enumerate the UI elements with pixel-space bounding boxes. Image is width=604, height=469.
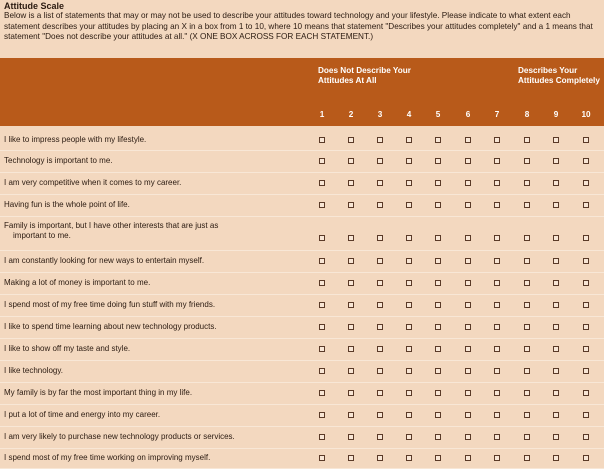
rating-checkbox-5[interactable] — [435, 368, 441, 374]
rating-checkbox-3[interactable] — [377, 235, 383, 241]
rating-checkbox-10[interactable] — [583, 390, 589, 396]
statement-text: I like to spend time learning about new technology products. — [4, 322, 217, 331]
rating-checkbox-10[interactable] — [583, 324, 589, 330]
rating-checkbox-8[interactable] — [524, 368, 530, 374]
rating-checkbox-6[interactable] — [465, 324, 471, 330]
statement-row-13 — [0, 404, 604, 427]
rating-checkbox-1[interactable] — [319, 180, 325, 186]
rating-checkbox-6[interactable] — [465, 390, 471, 396]
rating-checkbox-2[interactable] — [348, 158, 354, 164]
statement-row-12 — [0, 382, 604, 405]
rating-checkbox-6[interactable] — [465, 368, 471, 374]
rating-checkbox-5[interactable] — [435, 302, 441, 308]
rating-checkbox-7[interactable] — [494, 180, 500, 186]
rating-checkbox-10[interactable] — [583, 302, 589, 308]
scale-low-label: Does Not Describe Your Attitudes At All — [318, 66, 411, 85]
rating-checkbox-7[interactable] — [494, 390, 500, 396]
rating-checkbox-3[interactable] — [377, 280, 383, 286]
rating-checkbox-5[interactable] — [435, 346, 441, 352]
rating-checkbox-10[interactable] — [583, 158, 589, 164]
rating-checkbox-1[interactable] — [319, 434, 325, 440]
rating-checkbox-2[interactable] — [348, 455, 354, 461]
statement-row-2 — [0, 150, 604, 173]
rating-checkbox-1[interactable] — [319, 158, 325, 164]
rating-checkbox-8[interactable] — [524, 235, 530, 241]
statement-row-8 — [0, 294, 604, 317]
statement-row-1 — [0, 129, 604, 151]
rating-checkbox-5[interactable] — [435, 412, 441, 418]
scale-number-9: 9 — [553, 110, 559, 119]
rating-checkbox-7[interactable] — [494, 302, 500, 308]
rating-checkbox-9[interactable] — [553, 302, 559, 308]
scale-high-label: Describes Your Attitudes Completely — [518, 66, 600, 85]
rating-checkbox-4[interactable] — [406, 346, 412, 352]
rating-checkbox-9[interactable] — [553, 390, 559, 396]
rating-checkbox-8[interactable] — [524, 455, 530, 461]
rating-checkbox-6[interactable] — [465, 346, 471, 352]
rating-checkbox-5[interactable] — [435, 180, 441, 186]
rating-checkbox-9[interactable] — [553, 412, 559, 418]
rating-checkbox-4[interactable] — [406, 280, 412, 286]
rating-checkbox-5[interactable] — [435, 158, 441, 164]
rating-checkbox-2[interactable] — [348, 302, 354, 308]
statement-text: I spend most of my free time working on improving myself. — [4, 453, 211, 462]
rating-checkbox-7[interactable] — [494, 158, 500, 164]
rating-checkbox-8[interactable] — [524, 390, 530, 396]
rating-checkbox-3[interactable] — [377, 434, 383, 440]
rating-checkbox-4[interactable] — [406, 324, 412, 330]
rating-checkbox-10[interactable] — [583, 455, 589, 461]
rating-checkbox-4[interactable] — [406, 180, 412, 186]
rating-checkbox-7[interactable] — [494, 324, 500, 330]
statement-text: I like technology. — [4, 366, 63, 375]
rating-checkbox-3[interactable] — [377, 324, 383, 330]
rating-checkbox-7[interactable] — [494, 258, 500, 264]
rating-checkbox-6[interactable] — [465, 180, 471, 186]
rating-checkbox-1[interactable] — [319, 412, 325, 418]
rating-checkbox-2[interactable] — [348, 412, 354, 418]
rating-checkbox-1[interactable] — [319, 258, 325, 264]
rating-checkbox-7[interactable] — [494, 368, 500, 374]
rating-checkbox-4[interactable] — [406, 434, 412, 440]
rating-checkbox-8[interactable] — [524, 180, 530, 186]
rating-checkbox-2[interactable] — [348, 368, 354, 374]
rating-checkbox-4[interactable] — [406, 302, 412, 308]
rating-checkbox-8[interactable] — [524, 202, 530, 208]
rating-checkbox-4[interactable] — [406, 158, 412, 164]
rating-checkbox-8[interactable] — [524, 412, 530, 418]
scale-number-4: 4 — [406, 110, 412, 119]
rating-checkbox-9[interactable] — [553, 137, 559, 143]
rating-checkbox-10[interactable] — [583, 280, 589, 286]
rating-checkbox-3[interactable] — [377, 368, 383, 374]
rating-checkbox-8[interactable] — [524, 280, 530, 286]
rating-checkbox-8[interactable] — [524, 324, 530, 330]
rating-checkbox-9[interactable] — [553, 235, 559, 241]
instructions-text: Below is a list of statements that may or may not be used to describe your attitudes toward technology and your lifestyle. Please indicate to what extent each statement describes your attitudes by placing an X in a box from 1 to 10, where 10 means that statement "Describes your attitudes completely" and a 1 means that statement "Does not describe your attitudes at all." (X ONE BOX ACROSS FOR EACH STATEMENT.) — [4, 11, 593, 42]
rating-checkbox-10[interactable] — [583, 434, 589, 440]
rating-checkbox-6[interactable] — [465, 280, 471, 286]
statement-text: I like to impress people with my lifestyle. — [4, 135, 147, 144]
rating-checkbox-7[interactable] — [494, 434, 500, 440]
rating-checkbox-2[interactable] — [348, 137, 354, 143]
rating-checkbox-5[interactable] — [435, 202, 441, 208]
scale-number-2: 2 — [348, 110, 354, 119]
statement-text: My family is by far the most important thing in my life. — [4, 388, 193, 397]
rating-checkbox-4[interactable] — [406, 235, 412, 241]
rating-checkbox-2[interactable] — [348, 434, 354, 440]
rating-checkbox-7[interactable] — [494, 280, 500, 286]
rating-checkbox-4[interactable] — [406, 412, 412, 418]
rating-checkbox-6[interactable] — [465, 258, 471, 264]
rating-checkbox-1[interactable] — [319, 235, 325, 241]
rating-checkbox-3[interactable] — [377, 346, 383, 352]
statement-text: I like to show off my taste and style. — [4, 344, 131, 353]
statement-text: Having fun is the whole point of life. — [4, 200, 130, 209]
statement-row-5 — [0, 216, 604, 251]
rating-checkbox-6[interactable] — [465, 434, 471, 440]
rating-checkbox-9[interactable] — [553, 202, 559, 208]
scale-number-5: 5 — [435, 110, 441, 119]
rating-checkbox-1[interactable] — [319, 280, 325, 286]
statement-text: I am very competitive when it comes to my career. — [4, 178, 182, 187]
rating-checkbox-4[interactable] — [406, 455, 412, 461]
rating-checkbox-3[interactable] — [377, 258, 383, 264]
rating-checkbox-9[interactable] — [553, 280, 559, 286]
rating-checkbox-3[interactable] — [377, 412, 383, 418]
rating-checkbox-6[interactable] — [465, 202, 471, 208]
rating-checkbox-5[interactable] — [435, 434, 441, 440]
rating-checkbox-5[interactable] — [435, 280, 441, 286]
rating-checkbox-8[interactable] — [524, 434, 530, 440]
statement-row-11 — [0, 360, 604, 383]
rating-checkbox-2[interactable] — [348, 235, 354, 241]
scale-number-1: 1 — [319, 110, 325, 119]
rating-checkbox-3[interactable] — [377, 390, 383, 396]
rating-checkbox-2[interactable] — [348, 202, 354, 208]
rating-checkbox-4[interactable] — [406, 137, 412, 143]
rating-checkbox-7[interactable] — [494, 137, 500, 143]
statement-row-7 — [0, 272, 604, 295]
rating-checkbox-2[interactable] — [348, 280, 354, 286]
statement-text: Making a lot of money is important to me. — [4, 278, 151, 287]
scale-number-7: 7 — [494, 110, 500, 119]
rating-checkbox-3[interactable] — [377, 455, 383, 461]
statement-row-14 — [0, 426, 604, 449]
rating-checkbox-4[interactable] — [406, 368, 412, 374]
rating-checkbox-3[interactable] — [377, 180, 383, 186]
rating-checkbox-1[interactable] — [319, 137, 325, 143]
rating-checkbox-6[interactable] — [465, 158, 471, 164]
statement-row-4 — [0, 194, 604, 217]
rating-checkbox-7[interactable] — [494, 346, 500, 352]
rating-checkbox-9[interactable] — [553, 180, 559, 186]
rating-checkbox-3[interactable] — [377, 202, 383, 208]
rating-checkbox-10[interactable] — [583, 412, 589, 418]
statement-text: Technology is important to me. — [4, 156, 113, 165]
scale-number-3: 3 — [377, 110, 383, 119]
rating-checkbox-5[interactable] — [435, 455, 441, 461]
rating-checkbox-3[interactable] — [377, 302, 383, 308]
rating-checkbox-2[interactable] — [348, 346, 354, 352]
rating-checkbox-1[interactable] — [319, 390, 325, 396]
rating-checkbox-6[interactable] — [465, 137, 471, 143]
rating-checkbox-3[interactable] — [377, 137, 383, 143]
statement-text-line1: Family is important, but I have other interests that are just as — [4, 221, 219, 230]
rating-checkbox-4[interactable] — [406, 390, 412, 396]
rating-checkbox-4[interactable] — [406, 202, 412, 208]
rating-checkbox-9[interactable] — [553, 346, 559, 352]
rating-checkbox-7[interactable] — [494, 412, 500, 418]
rating-checkbox-2[interactable] — [348, 180, 354, 186]
rating-checkbox-5[interactable] — [435, 137, 441, 143]
statement-row-9 — [0, 316, 604, 339]
statement-text-line2: important to me. — [13, 231, 71, 240]
rating-checkbox-7[interactable] — [494, 202, 500, 208]
rating-checkbox-9[interactable] — [553, 324, 559, 330]
rating-checkbox-8[interactable] — [524, 137, 530, 143]
rating-checkbox-6[interactable] — [465, 455, 471, 461]
rating-checkbox-1[interactable] — [319, 346, 325, 352]
rating-checkbox-9[interactable] — [553, 158, 559, 164]
statement-text: I spend most of my free time doing fun stuff with my friends. — [4, 300, 216, 309]
rating-checkbox-4[interactable] — [406, 258, 412, 264]
rating-checkbox-6[interactable] — [465, 302, 471, 308]
rating-checkbox-1[interactable] — [319, 202, 325, 208]
rating-checkbox-10[interactable] — [583, 258, 589, 264]
page-title: Attitude Scale — [4, 1, 65, 11]
rating-checkbox-6[interactable] — [465, 235, 471, 241]
statement-text: I am constantly looking for new ways to entertain myself. — [4, 256, 205, 265]
rating-checkbox-10[interactable] — [583, 368, 589, 374]
scale-header — [0, 58, 604, 126]
statement-text: I am very likely to purchase new technology products or services. — [4, 432, 235, 441]
rating-checkbox-5[interactable] — [435, 235, 441, 241]
rating-checkbox-10[interactable] — [583, 235, 589, 241]
rating-checkbox-1[interactable] — [319, 455, 325, 461]
rating-checkbox-9[interactable] — [553, 455, 559, 461]
rating-checkbox-7[interactable] — [494, 235, 500, 241]
statement-row-6 — [0, 250, 604, 273]
rating-checkbox-7[interactable] — [494, 455, 500, 461]
rating-checkbox-9[interactable] — [553, 434, 559, 440]
rating-checkbox-2[interactable] — [348, 324, 354, 330]
rating-checkbox-2[interactable] — [348, 258, 354, 264]
rating-checkbox-10[interactable] — [583, 180, 589, 186]
rating-checkbox-3[interactable] — [377, 158, 383, 164]
statement-text — [4, 221, 304, 241]
rating-checkbox-10[interactable] — [583, 346, 589, 352]
rating-checkbox-8[interactable] — [524, 158, 530, 164]
rating-checkbox-8[interactable] — [524, 258, 530, 264]
statement-row-15 — [0, 448, 604, 469]
scale-number-6: 6 — [465, 110, 471, 119]
rating-checkbox-5[interactable] — [435, 390, 441, 396]
rating-checkbox-6[interactable] — [465, 412, 471, 418]
rating-checkbox-5[interactable] — [435, 258, 441, 264]
rating-checkbox-5[interactable] — [435, 324, 441, 330]
statement-row-10 — [0, 338, 604, 361]
rating-checkbox-1[interactable] — [319, 368, 325, 374]
rating-checkbox-2[interactable] — [348, 390, 354, 396]
rating-checkbox-9[interactable] — [553, 368, 559, 374]
scale-number-10: 10 — [581, 110, 591, 119]
statement-text: I put a lot of time and energy into my career. — [4, 410, 161, 419]
rating-checkbox-1[interactable] — [319, 324, 325, 330]
rating-checkbox-8[interactable] — [524, 302, 530, 308]
statement-row-3 — [0, 172, 604, 195]
scale-number-8: 8 — [524, 110, 530, 119]
rating-checkbox-9[interactable] — [553, 258, 559, 264]
rating-checkbox-10[interactable] — [583, 202, 589, 208]
rating-checkbox-1[interactable] — [319, 302, 325, 308]
rating-checkbox-8[interactable] — [524, 346, 530, 352]
rating-checkbox-10[interactable] — [583, 137, 589, 143]
